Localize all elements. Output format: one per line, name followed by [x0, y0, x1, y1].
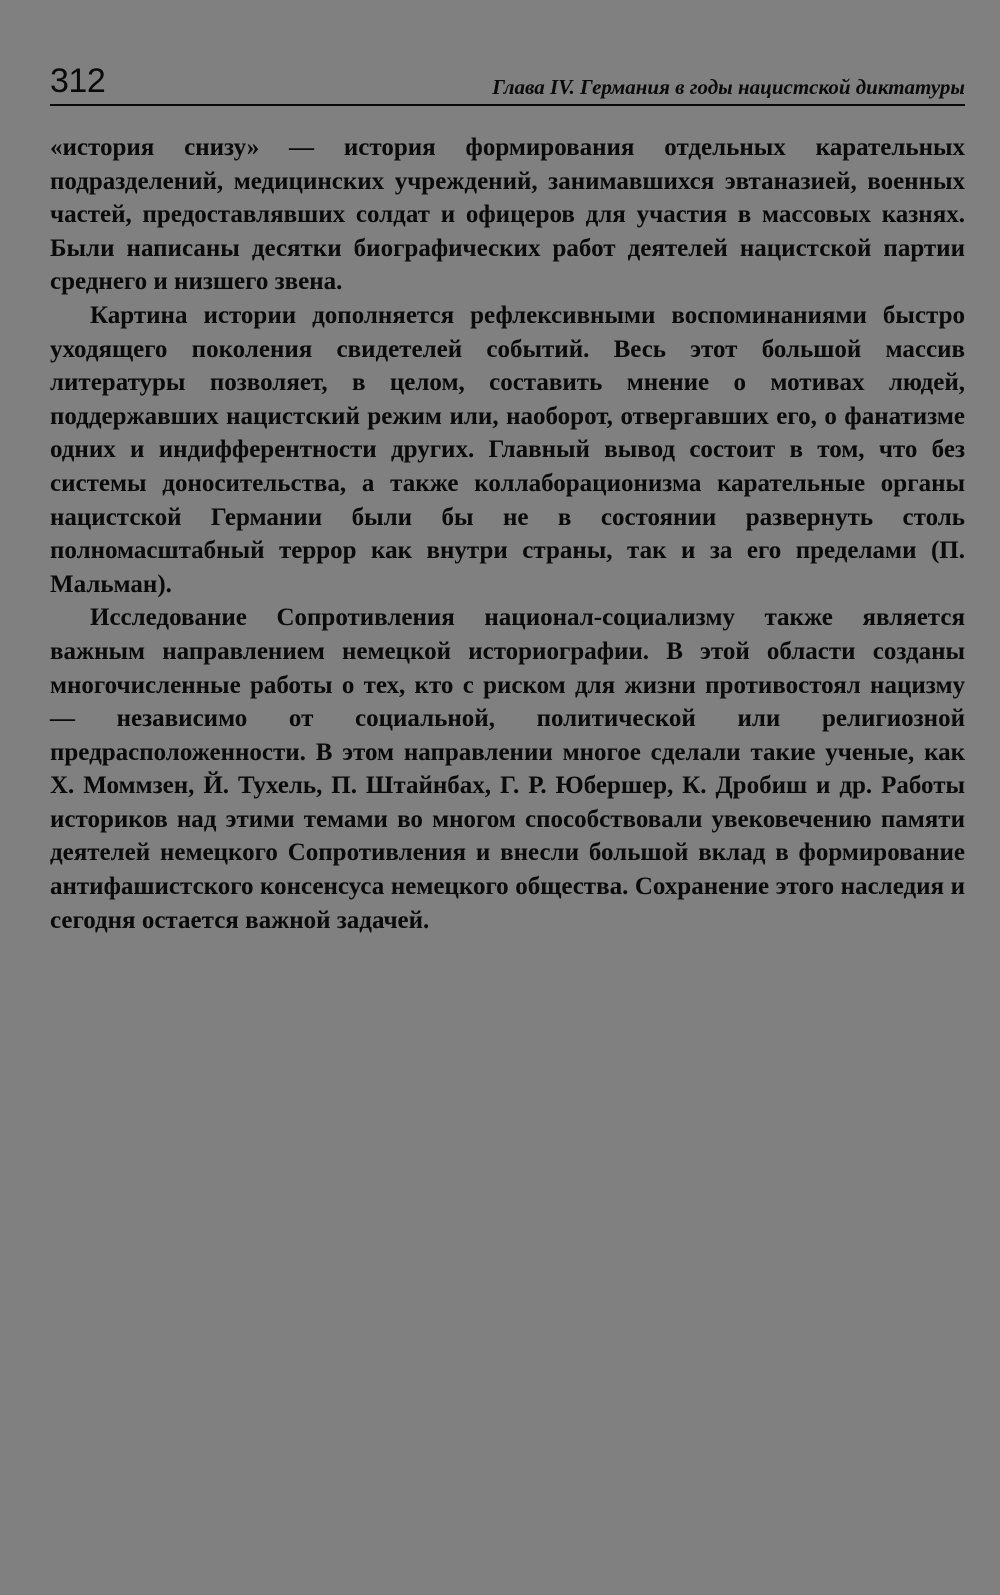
- paragraph-3: Исследование Сопротивления национал-социализму также является важным направлением немецкой историографии. В этой области созданы многочисленные работы о тех, кто с риском для жизни противостоял нацизму — независимо от социальной, политической или религиозной предрасположенности. В этом направлении многое сделали такие ученые, как Х. Моммзен, Й. Тухель, П. Штайнбах, Г. Р. Юбершер, К. Дробиш и др. Работы историков над этими темами во многом способствовали увековечению памяти деятелей немецкого Сопротивления и внесли большой вклад в формирование антифашистского консенсуса немецкого общества. Сохранение этого наследия и сегодня остается важной задачей.: [50, 604, 965, 934]
- chapter-title: Глава IV. Германия в годы нацистской диктатуры: [492, 75, 965, 99]
- running-head: [50, 56, 965, 106]
- paragraph-2: Картина истории дополняется рефлексивными воспоминаниями быстро уходящего поколения свидетелей событий. Весь этот большой массив литературы позволяет, в целом, составить мнение о мотивах людей, поддержавших нацистский режим или, наоборот, отвергавших его, о фанатизме одних и индифферентности других. Главный вывод состоит в том, что без системы доносительства, а также коллаборационизма карательные органы нацистской Германии были бы не в состоянии развернуть столь полномасштабный террор как внутри страны, так и за его пределами (П. Мальман).: [50, 301, 965, 598]
- body-text: [50, 131, 965, 937]
- paragraph-1: «история снизу» — история формирования отдельных карательных подразделений, медицинских учреждений, занимавшихся эвтаназией, военных частей, предоставлявших солдат и офицеров для участия в массовых казнях. Были написаны десятки биографических работ деятелей нацистской партии среднего и низшего звена.: [50, 134, 965, 296]
- page-number: 312: [50, 62, 106, 100]
